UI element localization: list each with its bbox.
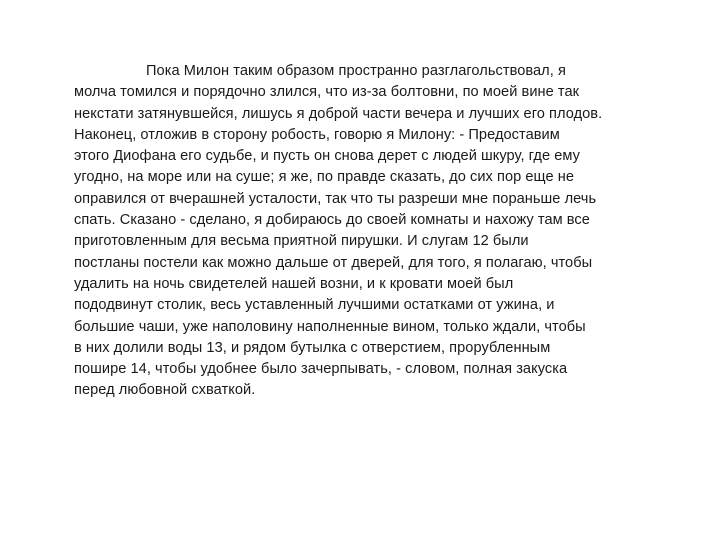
text-line: удалить на ночь свидетелей нашей возни, и к кровати моей был (74, 275, 514, 292)
text-line: молча томился и порядочно злился, что из-за болтовни, по моей вине так (74, 84, 580, 101)
text-line: в них долили воды 13, и рядом бутылка с отверстием, прорубленным (74, 339, 551, 356)
text-line: угодно, на море или на суше; я же, по правде сказать, до сих пор еще не (74, 169, 574, 186)
paragraph (74, 61, 694, 402)
text-line: приготовленным для весьма приятной пирушки. И слугам 12 были (74, 233, 529, 250)
text-line: постланы постели как можно дальше от дверей, для того, я полагаю, чтобы (74, 254, 593, 271)
text-line: перед любовной схваткой. (74, 382, 256, 399)
text-line: пошире 14, чтобы удобнее было зачерпывать, - словом, полная закуска (74, 361, 568, 378)
text-line: Наконец, отложив в сторону робость, говорю я Милону: - Предоставим (74, 126, 560, 143)
text-line: спать. Сказано - сделано, я добираюсь до своей комнаты и нахожу там все (74, 212, 590, 229)
text-line: большие чаши, уже наполовину наполненные вином, только ждали, чтобы (74, 318, 586, 335)
text-line: пододвинут столик, весь уставленный лучшими остатками от ужина, и (74, 297, 555, 314)
text-line: оправился от вчерашней усталости, так что ты разреши мне пораньше лечь (74, 190, 597, 207)
text-line: этого Диофана его судьбе, и пусть он снова дерет с людей шкуру, где ему (74, 148, 580, 165)
text-line: Пока Милон таким образом пространно разглагольствовал, я (146, 63, 566, 79)
text-line: некстати затянувшейся, лишусь я доброй части вечера и лучших его плодов. (74, 105, 603, 122)
